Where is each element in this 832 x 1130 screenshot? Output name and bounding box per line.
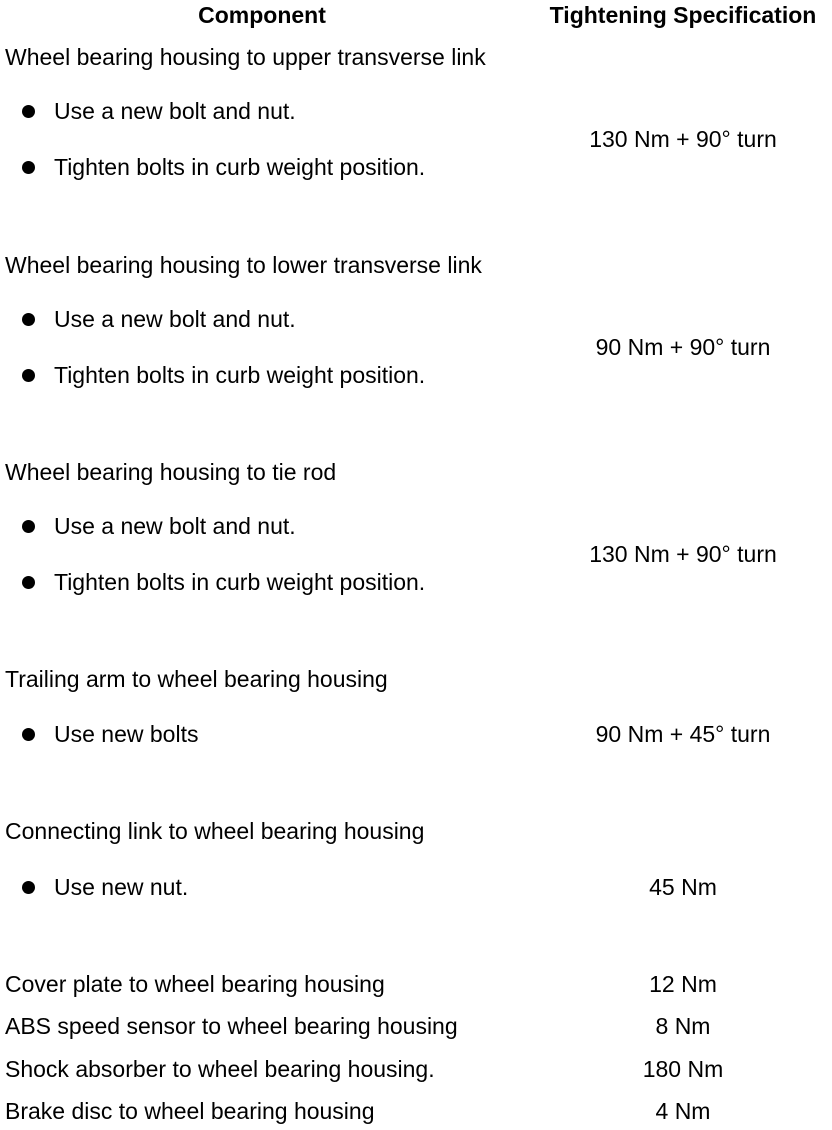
- spec-value: 90 Nm + 45° turn: [595, 721, 771, 747]
- spec-value: 8 Nm: [655, 1013, 711, 1039]
- bullet-icon: [22, 881, 35, 894]
- bullet-icon: [22, 369, 35, 382]
- bullet-icon: [22, 728, 35, 741]
- note-text: Tighten bolts in curb weight position.: [54, 569, 426, 595]
- spec-value: 180 Nm: [642, 1056, 724, 1082]
- component-label: ABS speed sensor to wheel bearing housing: [5, 1013, 458, 1039]
- bullet-icon: [22, 520, 35, 533]
- note-item: [22, 156, 425, 179]
- spec-value: 45 Nm: [649, 874, 717, 900]
- note-item: [22, 723, 198, 746]
- note-item: [22, 364, 425, 387]
- bullet-icon: [22, 105, 35, 118]
- spec-value: 4 Nm: [655, 1098, 711, 1124]
- note-text: Use new bolts: [54, 721, 199, 747]
- bullet-icon: [22, 313, 35, 326]
- note-text: Use new nut.: [54, 874, 189, 900]
- note-item: [22, 876, 188, 899]
- note-text: Tighten bolts in curb weight position.: [54, 362, 426, 388]
- component-label: Wheel bearing housing to lower transverse link: [5, 252, 482, 278]
- note-text: Use a new bolt and nut.: [54, 98, 296, 124]
- note-text: Use a new bolt and nut.: [54, 513, 296, 539]
- spec-value: 130 Nm + 90° turn: [589, 541, 777, 567]
- component-label: Shock absorber to wheel bearing housing.: [5, 1056, 435, 1082]
- component-label: Wheel bearing housing to tie rod: [5, 459, 337, 485]
- component-label: Brake disc to wheel bearing housing: [5, 1098, 375, 1124]
- header-tightening-specification: Tightening Specification: [549, 2, 817, 28]
- component-label: Trailing arm to wheel bearing housing: [5, 666, 388, 692]
- spec-value: 12 Nm: [649, 971, 717, 997]
- note-item: [22, 515, 296, 538]
- component-label: Connecting link to wheel bearing housing: [5, 818, 425, 844]
- spec-value: 90 Nm + 90° turn: [595, 334, 771, 360]
- header-component: Component: [198, 2, 326, 28]
- note-item: [22, 308, 296, 331]
- note-item: [22, 100, 296, 123]
- component-label: Cover plate to wheel bearing housing: [5, 971, 385, 997]
- spec-value: 130 Nm + 90° turn: [589, 126, 777, 152]
- note-text: Tighten bolts in curb weight position.: [54, 154, 426, 180]
- note-item: [22, 571, 425, 594]
- bullet-icon: [22, 576, 35, 589]
- component-label: Wheel bearing housing to upper transverse link: [5, 44, 486, 70]
- bullet-icon: [22, 161, 35, 174]
- note-text: Use a new bolt and nut.: [54, 306, 296, 332]
